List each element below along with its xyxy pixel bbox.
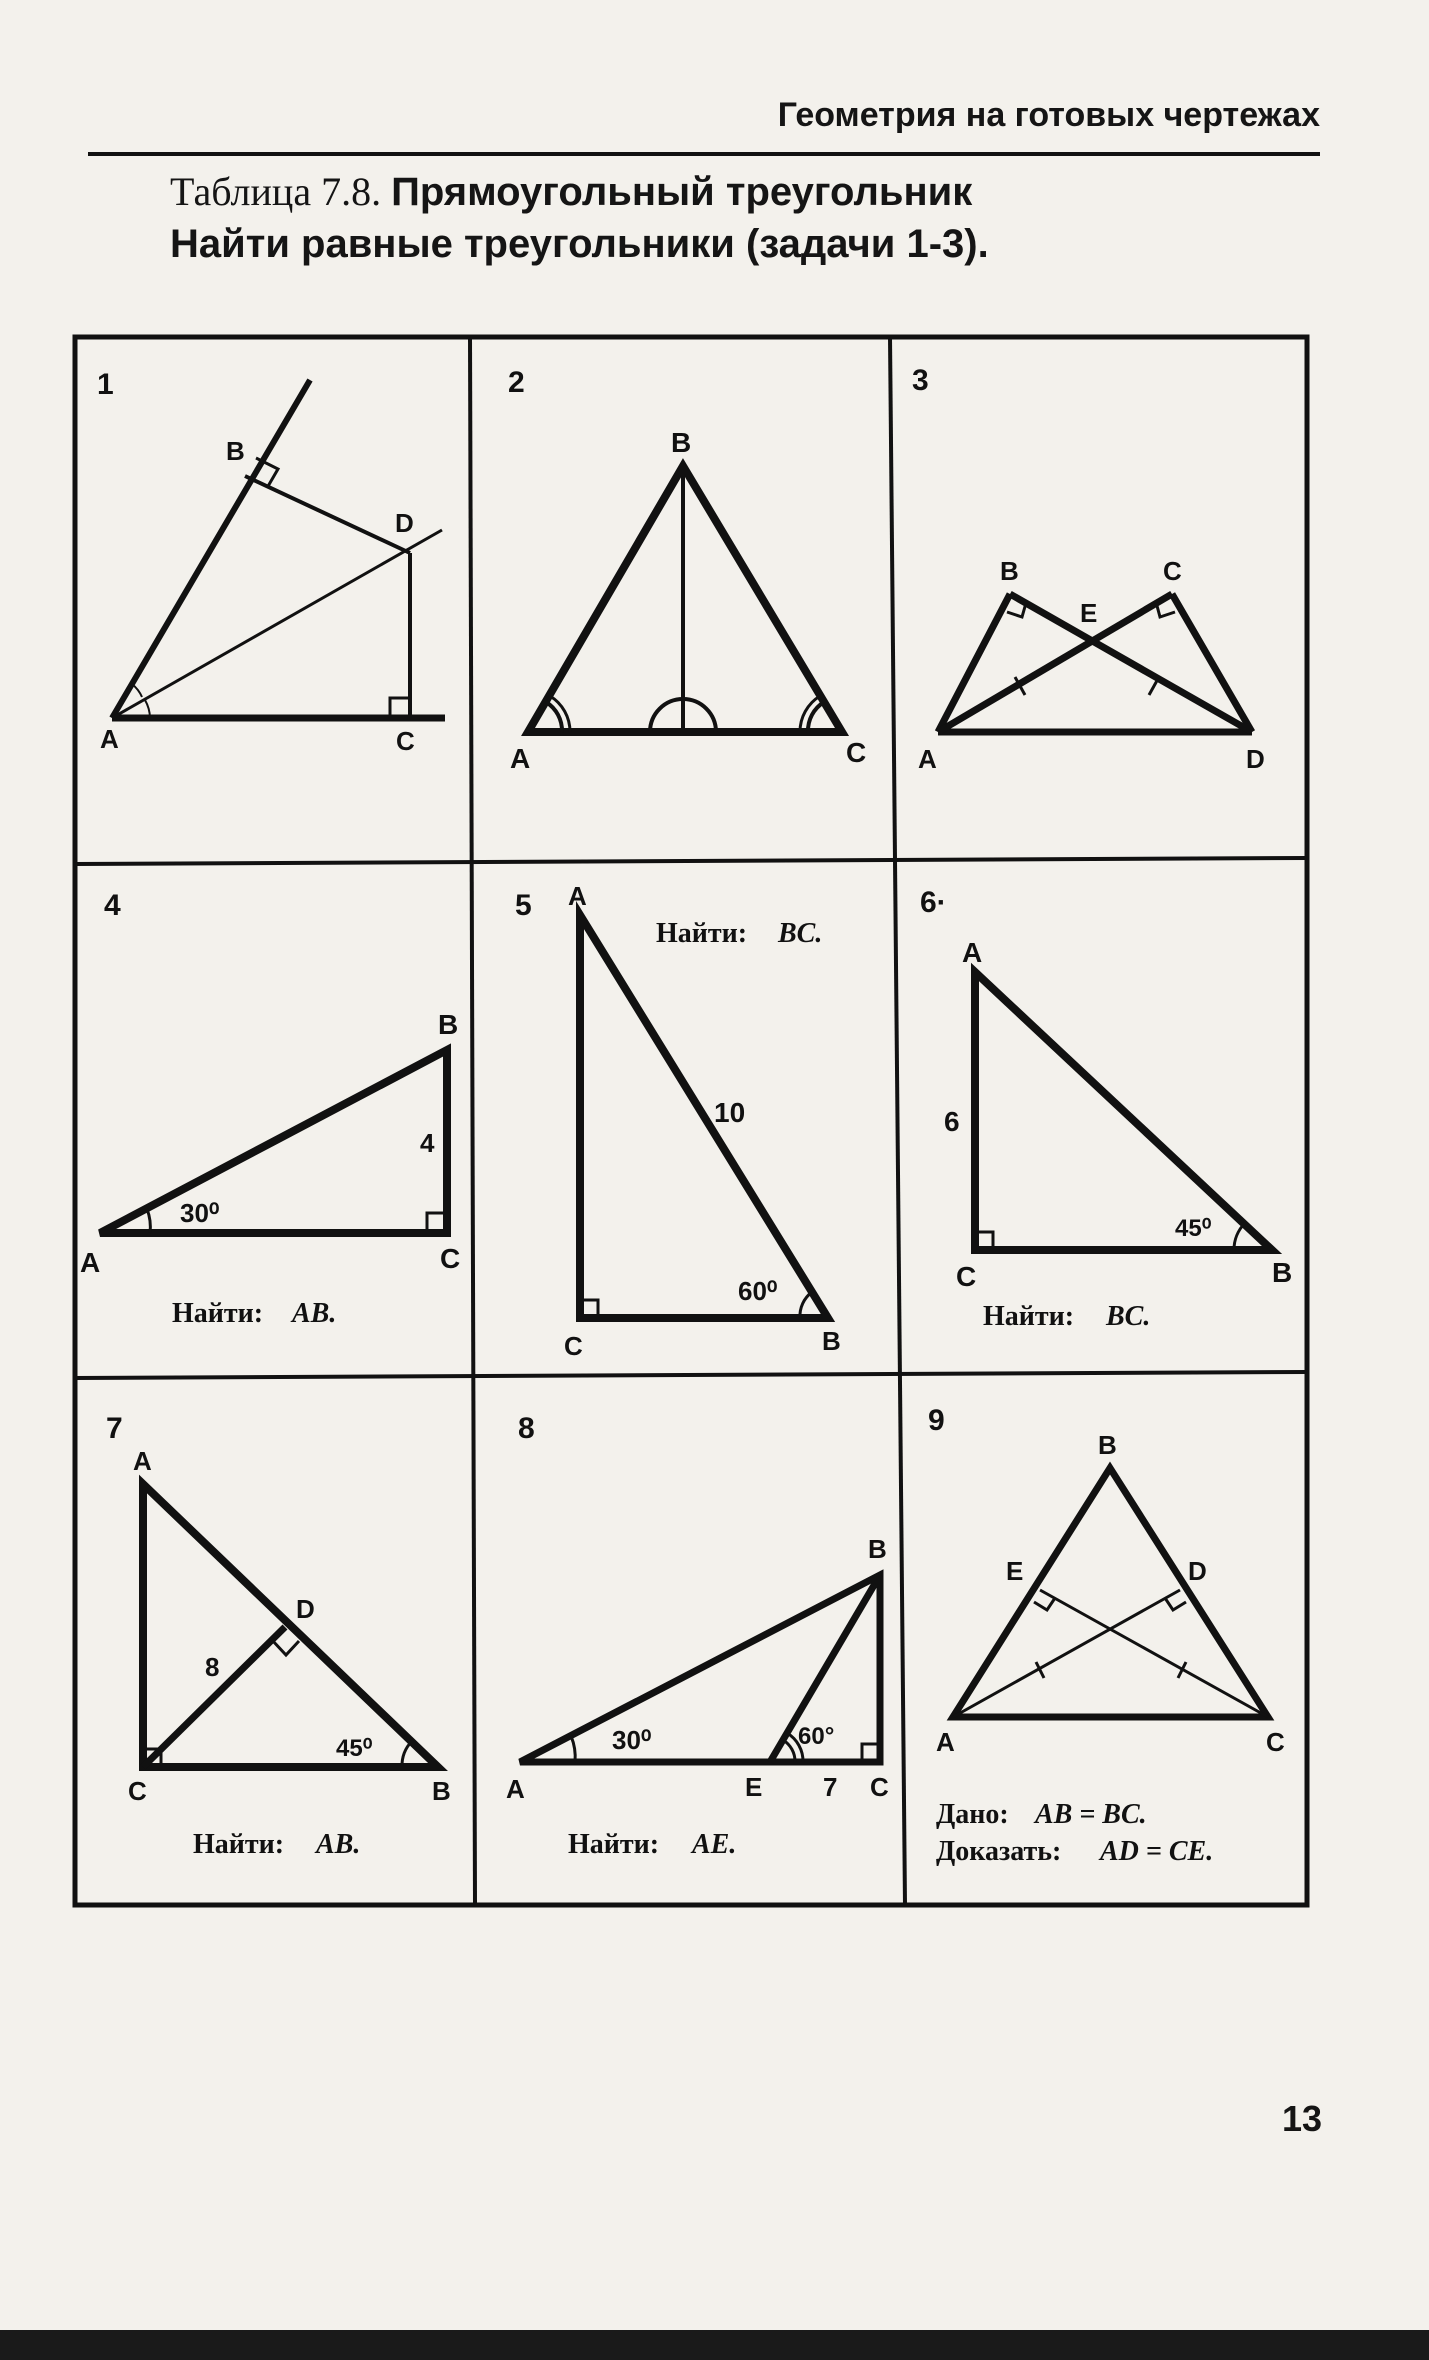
find-label: Найти: [983,1301,1075,1332]
triangle-abc [100,1050,447,1233]
given-value: AB = BC. [1035,1799,1147,1830]
point-c-label: C [846,737,867,768]
problem-number-1: 1 [97,368,114,401]
side-label-ab: 10 [714,1097,746,1128]
point-c-label: C [564,1331,583,1361]
side-label-ec: 7 [823,1772,838,1802]
point-c-label: C [1163,556,1182,586]
point-c-label: C [870,1772,889,1802]
line-ce [1040,1590,1268,1717]
problem-number-2: 2 [508,366,525,399]
find-value: AB. [316,1829,361,1860]
problem-9 [928,1404,1285,1867]
line-cd-height [143,1627,285,1767]
problem-number-9: 9 [928,1404,945,1437]
point-b-label: B [1272,1257,1293,1288]
line-bd [245,476,410,553]
point-a-label: A [506,1774,525,1804]
scan-edge [0,2330,1429,2360]
angle-arc-a [571,1736,575,1762]
line-ad-bisector [112,530,442,718]
triangle-abc [580,915,828,1318]
table-number: Таблица 7.8. [170,169,382,214]
triangle-abc [975,972,1272,1250]
find-value: BC. [778,918,823,949]
angle-arc-c1 [808,702,824,732]
problem-number-6: 6· [920,886,947,919]
point-b-label: B [868,1534,887,1564]
angle-label-30: 30⁰ [612,1725,652,1755]
running-head: Геометрия на готовых чертежах [777,96,1320,134]
problem-3 [912,364,1265,774]
side-label-ac: 6 [944,1106,960,1137]
point-a-label: A [133,1446,152,1476]
point-b-label: B [1000,556,1019,586]
given-label: Дано: [936,1799,1009,1830]
point-b-label: B [822,1326,841,1356]
right-angle-mark-d [1165,1598,1186,1610]
point-d-label: D [296,1594,315,1624]
point-a-label: A [936,1727,955,1757]
problem-6 [920,886,1292,1332]
line-ad [953,1590,1180,1717]
point-a-label: A [100,724,119,754]
point-a-label: A [962,937,983,968]
angle-arc-a1 [546,702,562,732]
problem-4 [80,889,460,1329]
prove-value: AD = CE. [1100,1836,1214,1867]
angle-label-30: 30⁰ [180,1198,220,1228]
point-e-label: E [745,1772,763,1802]
point-c-label: C [1266,1727,1285,1757]
prove-label: Доказать: [936,1836,1062,1867]
right-angle-mark-d [272,1640,299,1655]
point-a-label: A [510,743,531,774]
angle-label-45: 45⁰ [336,1735,373,1762]
find-label: Найти: [172,1298,264,1329]
problem-number-4: 4 [104,889,121,922]
point-d-label: D [1188,1556,1207,1586]
point-b-label: B [1098,1430,1117,1460]
angle-label-60: 60° [798,1723,835,1750]
point-d-label: D [1246,744,1265,774]
point-e-label: E [1080,598,1098,628]
problem-1 [97,368,445,756]
problem-5 [515,881,841,1361]
side-label-cd: 8 [205,1652,220,1682]
angle-arc-b [1234,1223,1245,1250]
point-b-label: B [226,436,245,466]
point-a-label: A [918,744,937,774]
problem-number-3: 3 [912,364,929,397]
problem-7 [106,1412,451,1860]
find-value: AB. [292,1298,337,1329]
point-e-label: E [1006,1556,1024,1586]
table-subtitle: Найти равные треугольники (задачи 1-3). [170,222,989,266]
point-c-label: C [440,1243,461,1274]
angle-arc-2 [132,684,142,697]
problem-number-5: 5 [515,889,532,922]
triangle-abc [953,1468,1268,1717]
find-label: Найти: [568,1829,660,1860]
problem-number-7: 7 [106,1412,123,1445]
point-d-label: D [395,508,414,538]
angle-label-45: 45⁰ [1175,1215,1212,1242]
find-value: BC. [1106,1301,1151,1332]
point-c-label: C [396,726,415,756]
angle-label-60: 60⁰ [738,1276,778,1306]
find-label: Найти: [656,918,748,949]
problem-2 [508,366,866,774]
point-a-label: A [80,1247,101,1278]
problem-number-8: 8 [518,1412,535,1445]
problem-8 [506,1412,889,1860]
point-b-label: B [671,427,692,458]
point-c-label: C [956,1261,977,1292]
point-a-label: A [568,881,587,911]
find-value: AE. [692,1829,737,1860]
point-c-label: C [128,1776,147,1806]
table-topic: Прямоугольный треугольник [391,170,973,214]
right-angle-mark-e [1034,1598,1055,1610]
point-b-label: B [432,1776,451,1806]
find-label: Найти: [193,1829,285,1860]
point-b-label: B [438,1009,459,1040]
side-label-bc: 4 [420,1128,435,1158]
line-ab-ray [112,380,310,718]
page-number: 13 [1282,2098,1323,2139]
